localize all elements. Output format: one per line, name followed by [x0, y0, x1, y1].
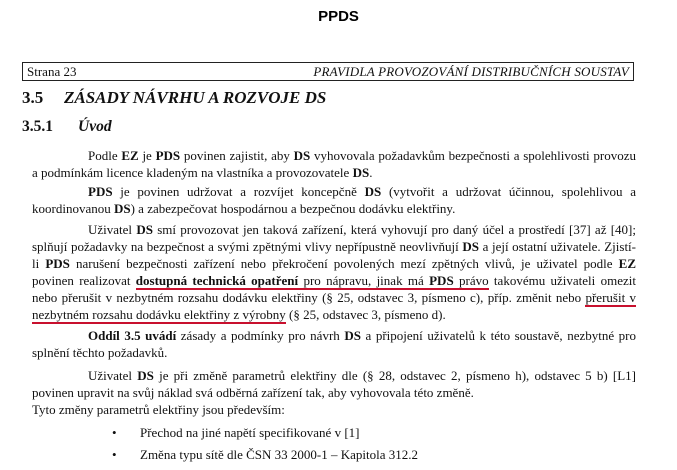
- paragraph-4: Oddíl 3.5 uvádí zásady a podmínky pro návrh DS a připojení uživatelů k této soustavě, nezbytné pro splnění těchto požadavků.: [32, 328, 636, 360]
- paragraph-5: Uživatel DS je při změně parametrů elektřiny dle (§ 28, odstavec 2, písmeno h), odstavec 5 b) [L1] povinen upravit na svůj náklad svá odběrná zařízení tak, aby vyhovovala této změně.: [32, 368, 636, 400]
- paragraph-1: Podle EZ je PDS povinen zajistit, aby DS vyhovovala požadavkům bezpečnosti a spolehlivosti provozu a podmínkám licence kladeným na vlastníka a provozovatele DS.: [32, 148, 636, 180]
- document-title: PRAVIDLA PROVOZOVÁNÍ DISTRIBUČNÍCH SOUSTAV: [313, 64, 629, 79]
- paragraph-3: Uživatel DS smí provozovat jen taková zařízení, která vyhovují pro daný účel a prostředí [37] až [40]; splňují požadavky na bezpečnost a svými zpětnými vlivy nepřípustně neovlivňují DS a její ostatní uživatele. Zjistí-li PDS narušení bezpečnosti zařízení nebo překročení povolených mezí zpětných vlivů, je uživatel podle EZ povinen realizovat dostupná technická opatření pro nápravu, jinak má PDS právo takovému uživateli omezit nebo přerušit v nezbytném rozsahu dodávku elektřiny (§ 25, odstavec 3, písmeno c), příp. změnit nebo přerušit v nezbytném rozsahu dodávku elektřiny z výrobny (§ 25, odstavec 3, písmeno d).: [32, 222, 637, 322]
- subsection-heading: [22, 118, 112, 136]
- list-item: • Změna typu sítě dle ČSN 33 2000-1 – Kapitola 312.2: [112, 444, 418, 466]
- bullet-list: [112, 422, 418, 466]
- section-title: ZÁSADY NÁVRHU A ROZVOJE DS: [64, 88, 327, 107]
- paragraph-2: PDS je povinen udržovat a rozvíjet koncepčně DS (vytvořit a udržovat účinnou, spolehlivou a koordinovanou DS) a zabezpečovat hospodárnou a bezpečnou dodávku elektřiny.: [32, 184, 636, 216]
- subsection-title: Úvod: [78, 118, 112, 135]
- page-number: Strana 23: [27, 64, 77, 79]
- subsection-number: 3.5.1: [22, 118, 53, 135]
- list-item: • Přechod na jiné napětí specifikované v [1]: [112, 422, 418, 444]
- highlight-underline-2: přerušit v nezbytném rozsahu dodávku elektřiny z výrobny: [32, 290, 636, 322]
- paragraph-5-lead: Tyto změny parametrů elektřiny jsou především:: [32, 402, 285, 417]
- highlight-underline-1: dostupná technická opatření pro nápravu, jinak má PDS právo: [135, 273, 489, 288]
- running-header: [22, 62, 634, 81]
- section-heading: [22, 88, 326, 108]
- document-banner-title: PPDS: [318, 8, 359, 25]
- section-number: 3.5: [22, 88, 44, 107]
